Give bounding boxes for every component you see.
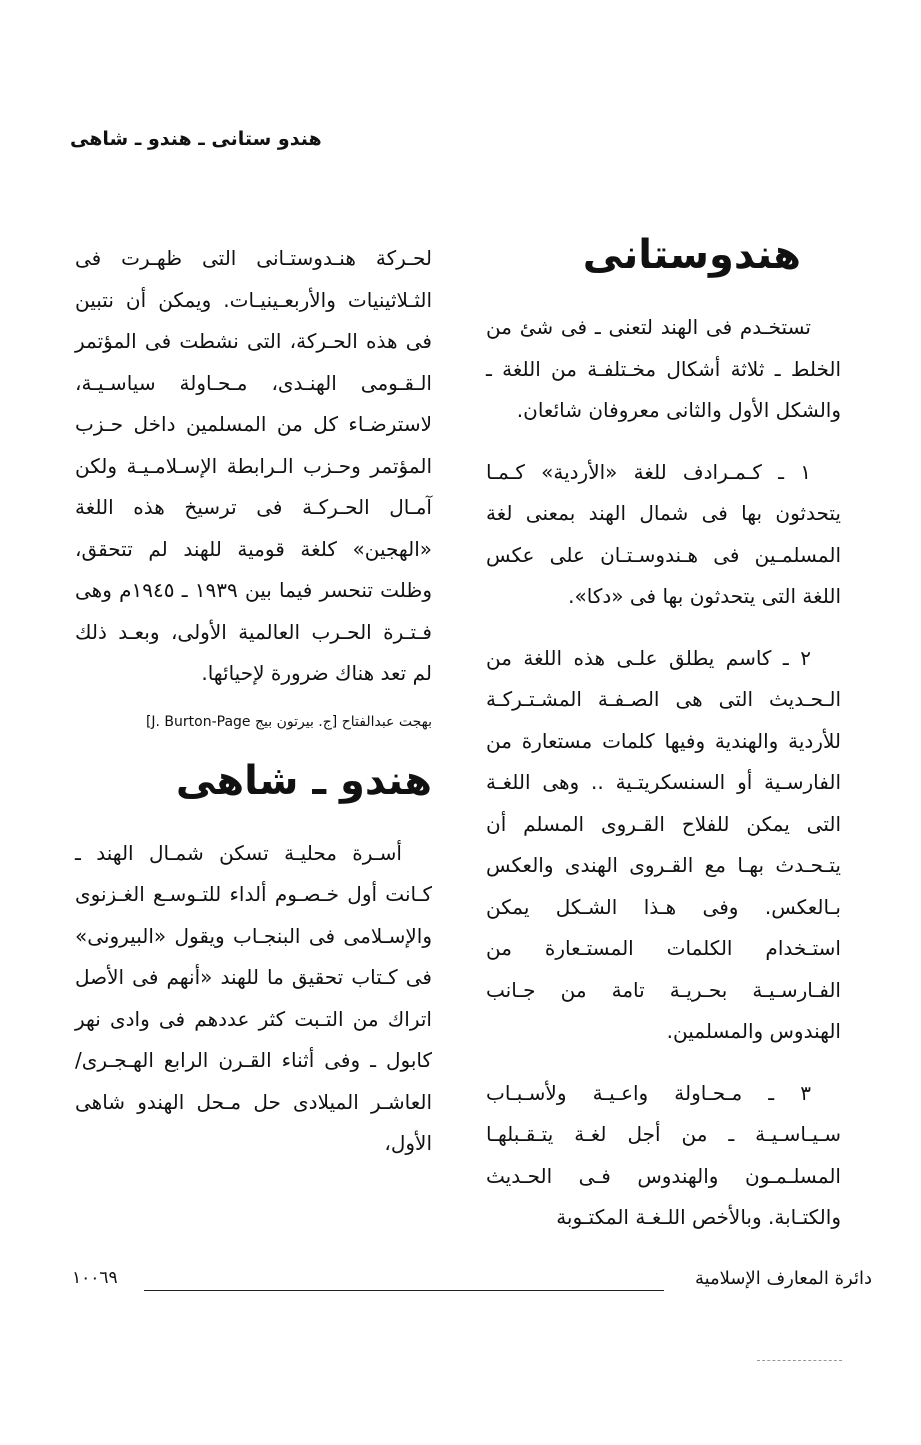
paragraph-intro: تستخـدم فى الهند لتعنى ـ فى شئ من الخلط ـ ثلاثة أشكال مخـتلفـة من اللغة ـ والشكل الأول والثانى معروفان شائعان. [486, 315, 841, 422]
paragraph-continuation: لحـركة هنـدوستـانى التى ظهـرت فى الثـلاثينيات والأربعـينيـات. ويمكن أن نتبين فى هذه الحـركة، التى نشطت فى المؤتمر الـقـومى الهنـدى، مـحـاولة سياسـيـة، لاسترضـاء كل من المسلمين داخل حـزب المؤتمر وحـزب الـرابطة الإسـلامـيـة ولكن آمـال الحـركـة فى ترسيخ هذه اللغة «الهجين» كلغة قومية للهند لم تتحقق، وظلت تنحسر فيما بين ١٩٣٩ ـ ١٩٤٥م وهى فـتـرة الحـرب العالمية الأولى، وبعـد ذلك لم تعد هناك ضرورة لإحيائها. [75, 246, 432, 685]
page-number: ١٠٠٦٩ [72, 1268, 118, 1288]
article-heading-hindustani: هندوستانى [582, 232, 801, 278]
author-credit: بهجت عبدالفتاح [ج. بيرتون بيج J. Burton-Page] [145, 713, 432, 730]
article-heading-hindu-shahi: هندو ـ شاهى [175, 757, 432, 804]
paragraph-hindu-shahi: أسـرة محليـة تسكن شمـال الهند ـ كـانت أول خـصـوم ألداء للتـوسـع الغـزنوى والإسـلامى فى البنجـاب ويقول «البيرونى» فى كـتاب تحقيق ما للهند «أنهم فى الأصل اتراك من التـبت كثر عددهم فى وادى نهر كابول ـ وفى أثناء القـرن الرابع الهـجـرى/ العاشـر الميلادى حل مـحل الهندو شاهى الأول، [75, 840, 432, 1155]
footer-rule [144, 1290, 664, 1291]
running-head: هندو ستانى ـ هندو ـ شاهى [70, 128, 322, 150]
paragraph-point-3: ٣ ـ مـحـاولة واعـيـة ولأسـبـاب سـيـاسـيـة ـ من أجل لغـة يتـقـبلهـا المسلـمـون والهندوس فـى الحـديث والكتـابة. وبالأخص اللـغـة المكتـوبة [486, 1080, 841, 1229]
page-footer [72, 1268, 872, 1300]
scan-mark [757, 1360, 842, 1361]
footer-title: دائرة المعارف الإسلامية [694, 1268, 872, 1289]
left-column [75, 238, 432, 1181]
right-column [486, 225, 841, 1259]
paragraph-point-1: ١ ـ كـمـرادف للغة «الأردية» كـمـا يتحدثون بها فى شمال الهند بمعنى لغة المسلمـين فى هـندوسـتـان على عكس اللغة التى يتحدثون بها فى «دكا». [486, 459, 841, 608]
paragraph-point-2: ٢ ـ كاسم يطلق علـى هذه اللغة من الـحـديث التى هى الصـفـة المشـتـركـة للأردية والهندية وفيها كلمات مستعارة من الفارسـية أو السنسكريتـية .. وهى اللغـة التى يمكن للفلاح القـروى المسلم أن يتـحـدث بهـا مع القـروى الهندى والعكس بـالعكس. وفى هـذا الشـكل يمكن استـخدام الكلمات المستـعارة من الفـارسـيـة بحـريـة تامة من جـانب الهندوس والمسلمين. [486, 645, 841, 1043]
